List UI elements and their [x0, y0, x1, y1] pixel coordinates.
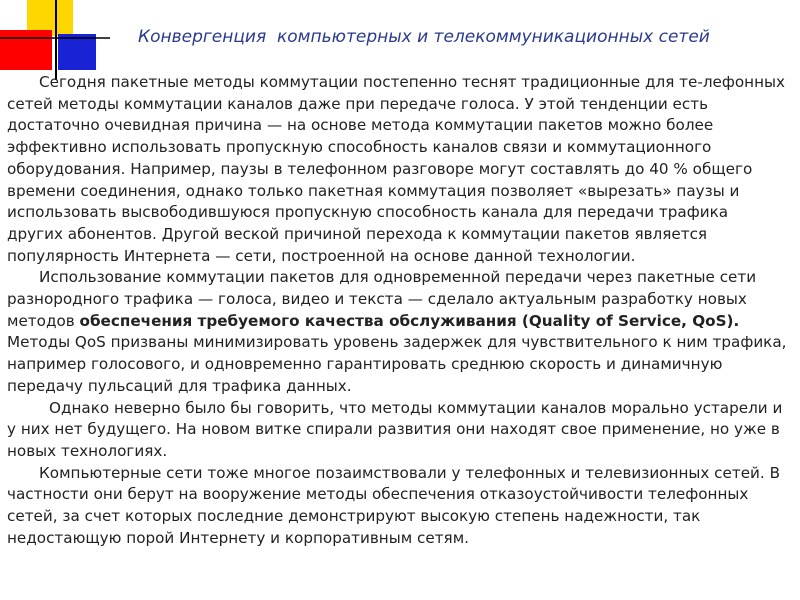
- paragraph-4: Компьютерные сети тоже многое позаимствовали у телефонных и телевизионных сетей. В частности они берут на вооружение методы обеспечения отказоустойчивости телефонных сетей, за счет которых последние демонстрируют высокую степень надежности, так недостающую порой Интернету и корпоративным сетям.: [7, 463, 781, 547]
- slide-title: Конвергенция компьютерных и телекоммуникационных сетей: [138, 27, 710, 47]
- paragraph-2-intro: Использование коммутации пакетов для одновременной передачи через пакетные сети разнородного трафика — голоса, видео и текста — сделало актуальным разработку новых методов: [7, 268, 757, 330]
- body-text: [7, 72, 787, 549]
- qos-emphasis: обеспечения требуемого качества обслуживания (Quality of Service, QoS).: [79, 311, 740, 330]
- paragraph-1: Сегодня пакетные методы коммутации постепенно теснят традиционные для те-лефонных сетей методы коммутации каналов даже при передаче голоса. У этой тенденции есть достаточно очевидная причина — на основе метода коммутации пакетов можно более эффективно использовать пропускную способность каналов связи и коммутационного оборудования. Например, паузы в телефонном разговоре могут составлять до 40 % общего времени соединения, однако только пакетная коммутация позволяет «вырезать» паузы и использовать высвободившуюся пропускную способность канала для передачи трафика других абонентов. Другой веской причиной перехода к коммутации пакетов является популярность Интернета — сети, построенной на основе данной технологии.: [7, 73, 785, 265]
- paragraph-2: [7, 267, 787, 397]
- paragraph-3: Однако неверно было бы говорить, что методы коммутации каналов морально устарели и у них нет будущего. На новом витке спирали развития они находят свое применение, но уже в новых технологиях.: [7, 398, 783, 460]
- red-square: [0, 30, 52, 70]
- paragraph-2-rest: Методы QoS призваны минимизировать уровень задержек для чувствительного к ним трафика, например голосового, и одновременно гарантировать среднюю скорость и динамичную передачу пульсаций для трафика данных.: [7, 333, 787, 395]
- blue-square: [58, 34, 96, 70]
- decorative-corner-graphic: [0, 0, 110, 80]
